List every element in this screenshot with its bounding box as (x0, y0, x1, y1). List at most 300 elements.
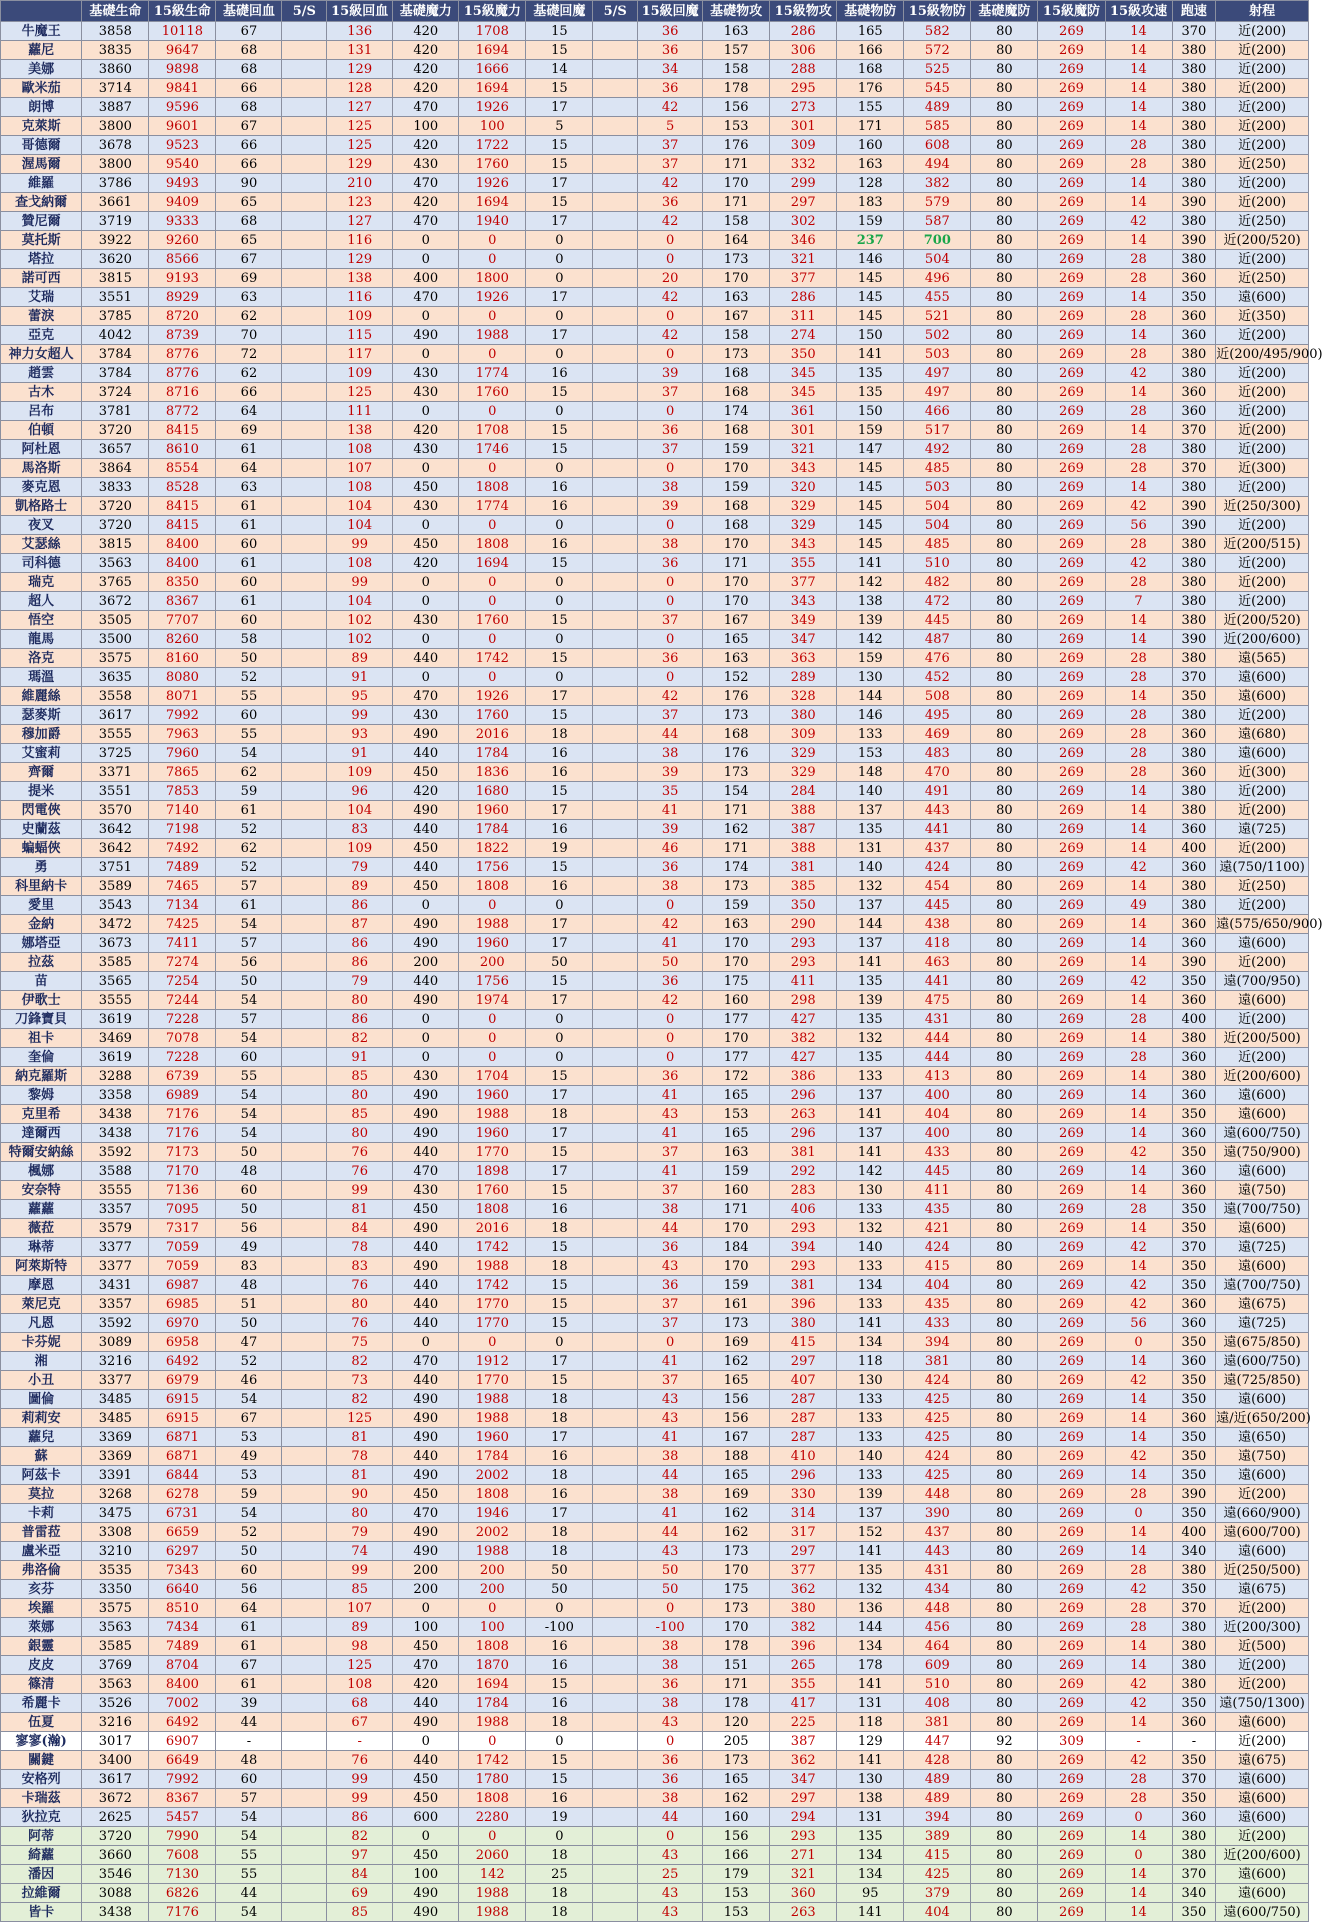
stat-cell: 269 (1038, 1884, 1105, 1903)
stat-cell: 490 (393, 1466, 459, 1485)
hero-name-cell: 朗博 (1, 98, 82, 117)
stat-cell: 50 (216, 1200, 282, 1219)
stat-cell: 70 (216, 326, 282, 345)
stat-cell: 42 (1105, 1447, 1172, 1466)
stat-cell: 0 (459, 896, 526, 915)
stat-cell: 170 (703, 1257, 770, 1276)
stat-cell (593, 1314, 638, 1333)
stat-cell: 109 (327, 763, 393, 782)
stat-cell: 370 (1172, 1770, 1216, 1789)
stat-cell: 37 (638, 136, 703, 155)
hero-name-cell: 苗 (1, 972, 82, 991)
stat-cell: 0 (459, 231, 526, 250)
stat-cell: 340 (1172, 1884, 1216, 1903)
stat-cell (593, 231, 638, 250)
stat-cell: 173 (703, 345, 770, 364)
stat-cell: 80 (971, 174, 1038, 193)
hero-name-cell: 摩恩 (1, 1276, 82, 1295)
stat-cell: 269 (1038, 1105, 1105, 1124)
stat-cell: 434 (904, 1580, 971, 1599)
stat-cell: 273 (770, 98, 837, 117)
stat-cell: 130 (837, 1371, 904, 1390)
stat-cell: 14 (1105, 1219, 1172, 1238)
stat-cell: 269 (1038, 288, 1105, 307)
column-header-6: 基礎魔力 (393, 1, 459, 22)
stat-cell (282, 1694, 327, 1713)
stat-cell: 80 (971, 1295, 1038, 1314)
stat-cell (593, 117, 638, 136)
stat-cell: 0 (459, 1827, 526, 1846)
stat-cell: 269 (1038, 1656, 1105, 1675)
stat-cell: 28 (1105, 1599, 1172, 1618)
stat-cell (282, 1542, 327, 1561)
stat-cell: 3860 (82, 60, 149, 79)
stat-cell: 66 (216, 383, 282, 402)
stat-cell: 456 (904, 1618, 971, 1637)
stat-cell: 269 (1038, 801, 1105, 820)
hero-name-cell: 薇菈 (1, 1219, 82, 1238)
stat-cell (282, 1200, 327, 1219)
stat-cell: 464 (904, 1637, 971, 1656)
stat-cell: 78 (327, 1238, 393, 1257)
stat-cell: 287 (770, 1390, 837, 1409)
stat-cell: 0 (393, 516, 459, 535)
stat-cell: 3369 (82, 1428, 149, 1447)
stat-cell: 7343 (149, 1561, 216, 1580)
stat-cell (593, 858, 638, 877)
stat-cell: 490 (393, 1105, 459, 1124)
stat-cell: 44 (216, 1713, 282, 1732)
stat-cell (593, 934, 638, 953)
stat-cell: 3714 (82, 79, 149, 98)
stat-cell: 440 (393, 1314, 459, 1333)
stat-cell: 近(250/300) (1216, 497, 1309, 516)
stat-cell: 15 (526, 649, 593, 668)
stat-cell (593, 877, 638, 896)
stat-cell (282, 706, 327, 725)
stat-cell: 61 (216, 1675, 282, 1694)
stat-cell (282, 1865, 327, 1884)
stat-cell: 8260 (149, 630, 216, 649)
stat-cell: 8160 (149, 649, 216, 668)
stat-cell: 3358 (82, 1086, 149, 1105)
stat-cell: 125 (327, 117, 393, 136)
stat-cell: 139 (837, 991, 904, 1010)
stat-cell: 15 (526, 1067, 593, 1086)
stat-cell: 370 (1172, 1599, 1216, 1618)
stat-cell: 328 (770, 687, 837, 706)
stat-cell: 17 (526, 1162, 593, 1181)
table-row (1, 41, 1309, 60)
stat-cell: 153 (703, 1105, 770, 1124)
column-header-14: 15級物防 (904, 1, 971, 22)
stat-cell: 350 (1172, 1143, 1216, 1162)
stat-cell: 6492 (149, 1713, 216, 1732)
stat-cell: 81 (327, 1466, 393, 1485)
table-row (1, 687, 1309, 706)
stat-cell: 609 (904, 1656, 971, 1675)
stat-cell: 25 (638, 1865, 703, 1884)
stat-cell: 7489 (149, 858, 216, 877)
stat-cell: 80 (971, 1580, 1038, 1599)
stat-cell: 176 (703, 687, 770, 706)
hero-name-cell: 埃羅 (1, 1599, 82, 1618)
stat-cell: 0 (526, 573, 593, 592)
hero-name-cell: 亥芬 (1, 1580, 82, 1599)
stat-cell: 7134 (149, 896, 216, 915)
stat-cell: 168 (703, 364, 770, 383)
stat-cell: 61 (216, 516, 282, 535)
stat-cell: 390 (1172, 516, 1216, 535)
stat-cell: 80 (971, 668, 1038, 687)
stat-cell: 80 (971, 1048, 1038, 1067)
stat-cell: 8776 (149, 364, 216, 383)
stat-cell: 269 (1038, 934, 1105, 953)
stat-cell: 3438 (82, 1105, 149, 1124)
stat-cell: 269 (1038, 953, 1105, 972)
table-row (1, 1010, 1309, 1029)
stat-cell: 470 (393, 98, 459, 117)
stat-cell (282, 383, 327, 402)
stat-cell: 3555 (82, 991, 149, 1010)
stat-cell: 69 (327, 1884, 393, 1903)
stat-cell: 170 (703, 1561, 770, 1580)
stat-cell: 377 (770, 1561, 837, 1580)
stat-cell: 3369 (82, 1447, 149, 1466)
stat-cell: 411 (770, 972, 837, 991)
stat-cell: 314 (770, 1504, 837, 1523)
stat-cell: 近(200) (1216, 801, 1309, 820)
stat-cell: 142 (459, 1865, 526, 1884)
stat-cell: 遠(600) (1216, 1162, 1309, 1181)
stat-cell (593, 1789, 638, 1808)
stat-cell: 454 (904, 877, 971, 896)
stat-cell: 1808 (459, 1637, 526, 1656)
stat-cell: 158 (703, 212, 770, 231)
stat-cell: 176 (837, 79, 904, 98)
stat-cell: 60 (216, 611, 282, 630)
stat-cell: 137 (837, 801, 904, 820)
stat-cell: 67 (327, 1713, 393, 1732)
stat-cell (593, 1561, 638, 1580)
stat-cell: 38 (638, 535, 703, 554)
stat-cell: 16 (526, 1789, 593, 1808)
stat-cell (593, 155, 638, 174)
stat-cell (593, 839, 638, 858)
table-row (1, 1333, 1309, 1352)
hero-name-cell: 克萊斯 (1, 117, 82, 136)
stat-cell (282, 193, 327, 212)
stat-cell: 17 (526, 801, 593, 820)
stat-cell (282, 1029, 327, 1048)
stat-cell (593, 744, 638, 763)
stat-cell: 510 (904, 554, 971, 573)
column-header-8: 基礎回魔 (526, 1, 593, 22)
stat-cell: 445 (904, 1162, 971, 1181)
stat-cell: 144 (837, 687, 904, 706)
stat-cell: 6826 (149, 1884, 216, 1903)
stat-cell: 17 (526, 1428, 593, 1447)
stat-cell: 0 (393, 630, 459, 649)
stat-cell: 269 (1038, 535, 1105, 554)
stat-cell: 80 (971, 1675, 1038, 1694)
stat-cell: 170 (703, 934, 770, 953)
stat-cell: 168 (703, 725, 770, 744)
stat-cell: 173 (703, 877, 770, 896)
stat-cell: 14 (1105, 915, 1172, 934)
stat-cell: 350 (1172, 687, 1216, 706)
stat-cell: 80 (971, 573, 1038, 592)
stat-cell: 61 (216, 1637, 282, 1656)
stat-cell: 470 (393, 1352, 459, 1371)
stat-cell: 162 (703, 1504, 770, 1523)
stat-cell (593, 592, 638, 611)
stat-cell: 430 (393, 383, 459, 402)
stat-cell: 572 (904, 41, 971, 60)
stat-cell: 14 (1105, 1656, 1172, 1675)
hero-name-cell: 悟空 (1, 611, 82, 630)
stat-cell: 440 (393, 820, 459, 839)
stat-cell: 80 (971, 1409, 1038, 1428)
stat-cell: 68 (216, 41, 282, 60)
stat-cell: 440 (393, 1143, 459, 1162)
stat-cell: 近(200) (1216, 383, 1309, 402)
stat-cell: 3592 (82, 1143, 149, 1162)
stat-cell: 80 (971, 1010, 1038, 1029)
stat-cell (282, 1523, 327, 1542)
stat-cell: 440 (393, 1295, 459, 1314)
stat-cell: 286 (770, 288, 837, 307)
stat-cell (593, 1124, 638, 1143)
stat-cell: 7228 (149, 1010, 216, 1029)
stat-cell: 14 (1105, 383, 1172, 402)
stat-cell: 476 (904, 649, 971, 668)
stat-cell: 380 (1172, 1029, 1216, 1048)
stat-cell: 377 (770, 573, 837, 592)
stat-cell: 320 (770, 478, 837, 497)
stat-cell (593, 1713, 638, 1732)
stat-cell (593, 1067, 638, 1086)
stat-cell: 3485 (82, 1409, 149, 1428)
stat-cell: 28 (1105, 1200, 1172, 1219)
stat-cell: 440 (393, 1238, 459, 1257)
stat-cell: 167 (703, 307, 770, 326)
stat-cell: 14 (1105, 801, 1172, 820)
stat-cell: 8071 (149, 687, 216, 706)
hero-name-cell: 盧米亞 (1, 1542, 82, 1561)
stat-cell (593, 307, 638, 326)
stat-cell: 3357 (82, 1295, 149, 1314)
stat-cell: 0 (459, 345, 526, 364)
stat-cell: 15 (526, 1371, 593, 1390)
table-row (1, 1599, 1309, 1618)
stat-cell: 近(250) (1216, 155, 1309, 174)
stat-cell: 14 (1105, 421, 1172, 440)
stat-cell: 420 (393, 782, 459, 801)
stat-cell: 380 (1172, 706, 1216, 725)
stat-cell: 0 (393, 1029, 459, 1048)
stat-cell: 89 (327, 877, 393, 896)
stat-cell: 6989 (149, 1086, 216, 1105)
stat-cell: 84 (327, 1865, 393, 1884)
stat-cell: 430 (393, 1067, 459, 1086)
stat-cell: 404 (904, 1105, 971, 1124)
table-row (1, 1219, 1309, 1238)
stat-cell: 93 (327, 725, 393, 744)
stat-cell: 38 (638, 1656, 703, 1675)
stat-cell: 15 (526, 1314, 593, 1333)
stat-cell: 0 (638, 1827, 703, 1846)
stat-cell: 42 (1105, 364, 1172, 383)
hero-name-cell: 呂布 (1, 402, 82, 421)
stat-cell: 380 (770, 1314, 837, 1333)
stat-cell (282, 307, 327, 326)
stat-cell (593, 22, 638, 41)
stat-cell: 116 (327, 231, 393, 250)
stat-cell: 3672 (82, 1789, 149, 1808)
stat-cell: 近(200) (1216, 782, 1309, 801)
stat-cell: 80 (971, 117, 1038, 136)
stat-cell: 200 (459, 1561, 526, 1580)
stat-cell: 1960 (459, 1124, 526, 1143)
stat-cell: 67 (216, 1409, 282, 1428)
stat-cell: 50 (638, 953, 703, 972)
stat-cell: 136 (327, 22, 393, 41)
stat-cell: 111 (327, 402, 393, 421)
stat-cell: 55 (216, 1865, 282, 1884)
stat-cell: 1808 (459, 1200, 526, 1219)
stat-cell: 269 (1038, 1010, 1105, 1029)
stat-cell: 42 (638, 174, 703, 193)
stat-cell: 1960 (459, 801, 526, 820)
stat-cell (593, 1827, 638, 1846)
stat-cell: 156 (703, 98, 770, 117)
stat-cell: 102 (327, 630, 393, 649)
stat-cell (593, 193, 638, 212)
stat-cell: 379 (904, 1884, 971, 1903)
stat-cell: 17 (526, 326, 593, 345)
stat-cell: 153 (703, 117, 770, 136)
stat-cell: 200 (393, 953, 459, 972)
stat-cell: 168 (703, 421, 770, 440)
stat-cell: 0 (393, 345, 459, 364)
stat-cell (282, 364, 327, 383)
stat-cell (593, 1846, 638, 1865)
stat-cell: 170 (703, 592, 770, 611)
stat-cell: 160 (703, 1808, 770, 1827)
stat-cell: 0 (1105, 1333, 1172, 1352)
stat-cell: 420 (393, 1675, 459, 1694)
stat-cell: 496 (904, 269, 971, 288)
stat-cell: 3475 (82, 1504, 149, 1523)
stat-cell: 17 (526, 934, 593, 953)
table-row (1, 1713, 1309, 1732)
stat-cell: 44 (638, 1808, 703, 1827)
stat-cell: 近(200) (1216, 573, 1309, 592)
stat-cell (282, 1181, 327, 1200)
stat-cell: 370 (1172, 668, 1216, 687)
stat-cell: 165 (703, 1371, 770, 1390)
stat-cell: 80 (971, 839, 1038, 858)
stat-cell: 6985 (149, 1295, 216, 1314)
stat-cell: 163 (703, 649, 770, 668)
stat-cell: 43 (638, 1409, 703, 1428)
stat-cell: 269 (1038, 516, 1105, 535)
stat-cell (282, 1656, 327, 1675)
stat-cell: 1760 (459, 706, 526, 725)
stat-cell (593, 345, 638, 364)
stat-cell: 360 (1172, 991, 1216, 1010)
stat-cell: 近(200) (1216, 516, 1309, 535)
stat-cell: 269 (1038, 1466, 1105, 1485)
stat-cell (282, 782, 327, 801)
stat-cell: 8610 (149, 440, 216, 459)
stat-cell: 65 (216, 193, 282, 212)
stat-cell: 17 (526, 687, 593, 706)
stat-cell: 445 (904, 611, 971, 630)
stat-cell (282, 1371, 327, 1390)
hero-name-cell: 希麗卡 (1, 1694, 82, 1713)
hero-name-cell: 伯頓 (1, 421, 82, 440)
stat-cell: 450 (393, 1485, 459, 1504)
stat-cell: 0 (393, 1599, 459, 1618)
stat-cell: 138 (327, 269, 393, 288)
stat-cell: 166 (837, 41, 904, 60)
stat-cell: 14 (1105, 1181, 1172, 1200)
stat-cell: 遠(600) (1216, 1884, 1309, 1903)
stat-cell: 294 (770, 1808, 837, 1827)
stat-cell: 28 (1105, 668, 1172, 687)
stat-cell: 54 (216, 991, 282, 1010)
stat-cell: 125 (327, 136, 393, 155)
stat-cell: 136 (837, 1599, 904, 1618)
stat-cell: 269 (1038, 364, 1105, 383)
stat-cell: 421 (904, 1219, 971, 1238)
stat-cell: 28 (1105, 1789, 1172, 1808)
stat-cell: 269 (1038, 212, 1105, 231)
stat-cell: 3720 (82, 516, 149, 535)
stat-cell: 3017 (82, 1732, 149, 1751)
stat-cell: 6979 (149, 1371, 216, 1390)
stat-cell: 近(500) (1216, 1637, 1309, 1656)
stat-cell: 43 (638, 1542, 703, 1561)
hero-name-cell: 瑟麥斯 (1, 706, 82, 725)
stat-cell: 39 (638, 820, 703, 839)
stat-cell: 485 (904, 535, 971, 554)
stat-cell: 14 (1105, 839, 1172, 858)
stat-cell: 8566 (149, 250, 216, 269)
stat-cell: 176 (703, 744, 770, 763)
stat-cell: 415 (770, 1333, 837, 1352)
stat-cell: 3570 (82, 801, 149, 820)
stat-cell (593, 1580, 638, 1599)
stat-cell: 321 (770, 250, 837, 269)
stat-cell (593, 1409, 638, 1428)
stat-cell: 171 (703, 839, 770, 858)
stat-cell: 1708 (459, 421, 526, 440)
hero-name-cell: 阿蒂 (1, 1827, 82, 1846)
table-row (1, 573, 1309, 592)
stat-cell (593, 1523, 638, 1542)
stat-cell: 360 (1172, 725, 1216, 744)
stat-cell: 3660 (82, 1846, 149, 1865)
stat-cell: 36 (638, 1751, 703, 1770)
stat-cell: 142 (837, 630, 904, 649)
hero-name-cell: 克里希 (1, 1105, 82, 1124)
table-row (1, 630, 1309, 649)
stat-cell: 49 (1105, 896, 1172, 915)
stat-cell: 51 (216, 1295, 282, 1314)
